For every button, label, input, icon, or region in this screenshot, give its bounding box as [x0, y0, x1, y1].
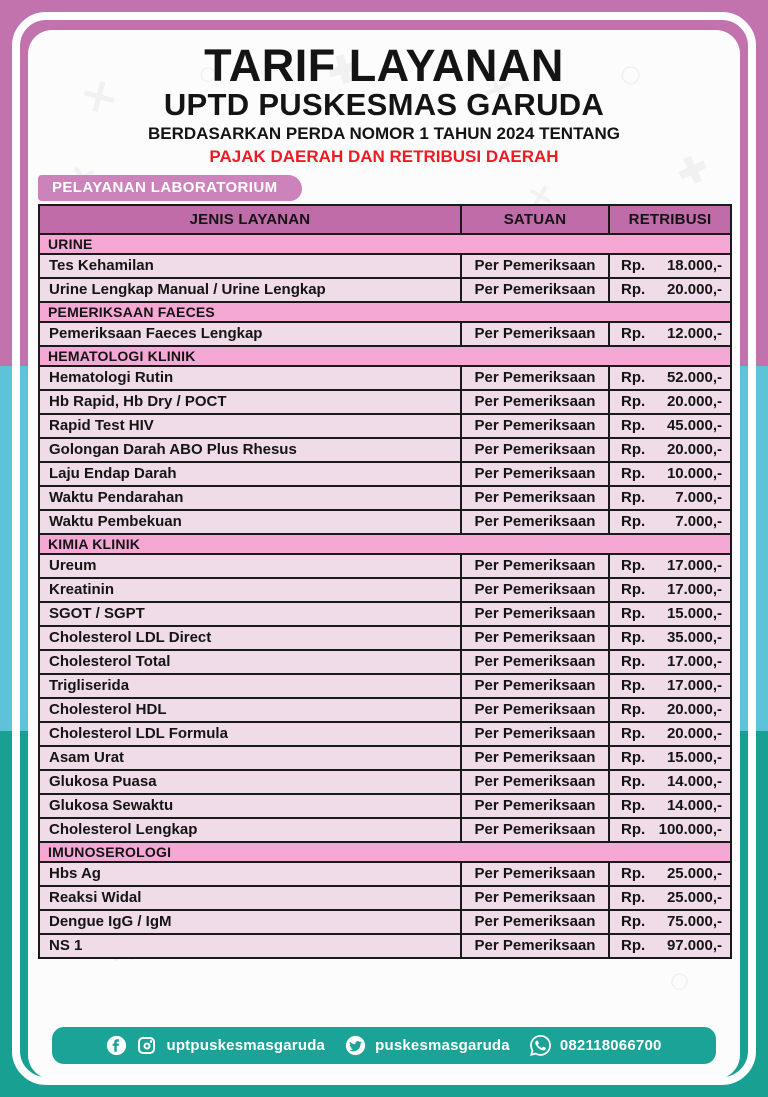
table-row: [39, 602, 731, 626]
unit-value: Per Pemeriksaan: [461, 486, 609, 510]
price-cell: [609, 554, 731, 578]
unit-value: Per Pemeriksaan: [461, 438, 609, 462]
unit-value: Per Pemeriksaan: [461, 934, 609, 958]
section-title: HEMATOLOGI KLINIK: [39, 346, 731, 366]
service-name: Urine Lengkap Manual / Urine Lengkap: [39, 278, 461, 302]
price-cell: [609, 626, 731, 650]
price-cell: [609, 602, 731, 626]
price-cell: [609, 934, 731, 958]
table-row: [39, 322, 731, 346]
price-cell: [609, 462, 731, 486]
currency-prefix: Rp.: [621, 417, 646, 435]
price-value: 14.000,-: [666, 797, 722, 815]
table-row: [39, 510, 731, 534]
unit-value: Per Pemeriksaan: [461, 722, 609, 746]
price-value: 100.000,-: [658, 821, 722, 839]
section-row: [39, 842, 731, 862]
currency-prefix: Rp.: [621, 369, 646, 387]
section-badge: PELAYANAN LABORATORIUM: [38, 175, 302, 201]
price-cell: [609, 510, 731, 534]
price-cell: [609, 794, 731, 818]
unit-value: Per Pemeriksaan: [461, 510, 609, 534]
price-cell: [609, 770, 731, 794]
unit-value: Per Pemeriksaan: [461, 862, 609, 886]
table-row: [39, 674, 731, 698]
currency-prefix: Rp.: [621, 581, 646, 599]
currency-prefix: Rp.: [621, 653, 646, 671]
service-name: Cholesterol Total: [39, 650, 461, 674]
currency-prefix: Rp.: [621, 749, 646, 767]
legal-basis-line: BERDASARKAN PERDA NOMOR 1 TAHUN 2024 TENTANG: [148, 124, 620, 144]
unit-value: Per Pemeriksaan: [461, 278, 609, 302]
service-name: Reaksi Widal: [39, 886, 461, 910]
service-name: Waktu Pembekuan: [39, 510, 461, 534]
table-row: [39, 438, 731, 462]
service-name: SGOT / SGPT: [39, 602, 461, 626]
price-cell: [609, 722, 731, 746]
table-row: [39, 486, 731, 510]
pattern-glyph: [659, 957, 700, 1006]
unit-value: Per Pemeriksaan: [461, 886, 609, 910]
currency-prefix: Rp.: [621, 257, 646, 275]
price-value: 7.000,-: [675, 489, 722, 507]
service-name: Kreatinin: [39, 578, 461, 602]
section-title: URINE: [39, 234, 731, 254]
section-row: [39, 534, 731, 554]
currency-prefix: Rp.: [621, 605, 646, 623]
unit-value: Per Pemeriksaan: [461, 602, 609, 626]
twitter-handle: puskesmasgaruda: [375, 1037, 510, 1054]
price-value: 20.000,-: [666, 725, 722, 743]
service-name: Cholesterol Lengkap: [39, 818, 461, 842]
unit-value: Per Pemeriksaan: [461, 366, 609, 390]
currency-prefix: Rp.: [621, 325, 646, 343]
service-name: Hematologi Rutin: [39, 366, 461, 390]
whatsapp-icon: [530, 1035, 551, 1056]
table-row: [39, 698, 731, 722]
currency-prefix: Rp.: [621, 281, 646, 299]
service-name: Glukosa Puasa: [39, 770, 461, 794]
price-value: 35.000,-: [666, 629, 722, 647]
unit-value: Per Pemeriksaan: [461, 626, 609, 650]
price-value: 17.000,-: [666, 653, 722, 671]
unit-value: Per Pemeriksaan: [461, 818, 609, 842]
column-header-satuan: SATUAN: [461, 205, 609, 234]
currency-prefix: Rp.: [621, 821, 646, 839]
price-value: 17.000,-: [666, 677, 722, 695]
price-cell: [609, 438, 731, 462]
price-cell: [609, 698, 731, 722]
unit-value: Per Pemeriksaan: [461, 650, 609, 674]
currency-prefix: Rp.: [621, 889, 646, 907]
twitter-icon: [345, 1035, 366, 1056]
currency-prefix: Rp.: [621, 937, 646, 955]
price-value: 20.000,-: [666, 441, 722, 459]
unit-value: Per Pemeriksaan: [461, 462, 609, 486]
unit-value: Per Pemeriksaan: [461, 910, 609, 934]
price-cell: [609, 322, 731, 346]
price-cell: [609, 674, 731, 698]
column-header-retribusi: RETRIBUSI: [609, 205, 731, 234]
unit-value: Per Pemeriksaan: [461, 770, 609, 794]
price-cell: [609, 278, 731, 302]
service-name: Rapid Test HIV: [39, 414, 461, 438]
unit-value: Per Pemeriksaan: [461, 414, 609, 438]
section-row: [39, 234, 731, 254]
table-row: [39, 366, 731, 390]
unit-value: Per Pemeriksaan: [461, 674, 609, 698]
price-cell: [609, 254, 731, 278]
service-name: Asam Urat: [39, 746, 461, 770]
currency-prefix: Rp.: [621, 441, 646, 459]
currency-prefix: Rp.: [621, 773, 646, 791]
organization-name: UPTD PUSKESMAS GARUDA: [163, 87, 605, 122]
currency-prefix: Rp.: [621, 677, 646, 695]
service-name: Tes Kehamilan: [39, 254, 461, 278]
table-row: [39, 910, 731, 934]
table-row: [39, 650, 731, 674]
price-value: 25.000,-: [666, 865, 722, 883]
currency-prefix: Rp.: [621, 393, 646, 411]
table-row: [39, 722, 731, 746]
service-name: Cholesterol HDL: [39, 698, 461, 722]
poster-card: [28, 30, 740, 1079]
table-row: [39, 390, 731, 414]
table-row: [39, 886, 731, 910]
section-row: [39, 302, 731, 322]
price-value: 17.000,-: [666, 581, 722, 599]
price-value: 7.000,-: [675, 513, 722, 531]
unit-value: Per Pemeriksaan: [461, 254, 609, 278]
price-value: 15.000,-: [666, 605, 722, 623]
price-value: 75.000,-: [666, 913, 722, 931]
table-row: [39, 818, 731, 842]
table-row: [39, 554, 731, 578]
price-value: 15.000,-: [666, 749, 722, 767]
table-row: [39, 626, 731, 650]
price-cell: [609, 390, 731, 414]
service-name: Hbs Ag: [39, 862, 461, 886]
whatsapp-number: 082118066700: [559, 1037, 662, 1054]
service-name: Dengue IgG / IgM: [39, 910, 461, 934]
currency-prefix: Rp.: [621, 865, 646, 883]
price-value: 10.000,-: [666, 465, 722, 483]
service-name: Cholesterol LDL Formula: [39, 722, 461, 746]
price-value: 20.000,-: [666, 701, 722, 719]
page-title: TARIF LAYANAN: [204, 40, 564, 91]
facebook-icon: [106, 1035, 127, 1056]
service-name: Laju Endap Darah: [39, 462, 461, 486]
price-value: 52.000,-: [666, 369, 722, 387]
service-name: Cholesterol LDL Direct: [39, 626, 461, 650]
instagram-icon: [136, 1035, 157, 1056]
price-value: 20.000,-: [666, 281, 722, 299]
table-header-row: [39, 205, 731, 234]
price-cell: [609, 862, 731, 886]
price-value: 17.000,-: [666, 557, 722, 575]
unit-value: Per Pemeriksaan: [461, 554, 609, 578]
service-name: Trigliserida: [39, 674, 461, 698]
table-row: [39, 414, 731, 438]
section-title: IMUNOSEROLOGI: [39, 842, 731, 862]
price-value: 45.000,-: [666, 417, 722, 435]
price-cell: [609, 366, 731, 390]
unit-value: Per Pemeriksaan: [461, 794, 609, 818]
unit-value: Per Pemeriksaan: [461, 390, 609, 414]
section-title: KIMIA KLINIK: [39, 534, 731, 554]
service-name: Pemeriksaan Faeces Lengkap: [39, 322, 461, 346]
service-name: Hb Rapid, Hb Dry / POCT: [39, 390, 461, 414]
table-row: [39, 462, 731, 486]
table-row: [39, 934, 731, 958]
service-name: Ureum: [39, 554, 461, 578]
price-value: 12.000,-: [666, 325, 722, 343]
table-row: [39, 862, 731, 886]
price-value: 20.000,-: [666, 393, 722, 411]
footer-bar: [52, 1027, 716, 1064]
price-value: 25.000,-: [666, 889, 722, 907]
tariff-table: [38, 204, 732, 959]
unit-value: Per Pemeriksaan: [461, 322, 609, 346]
table-row: [39, 794, 731, 818]
currency-prefix: Rp.: [621, 557, 646, 575]
tariff-table-body: [39, 234, 731, 958]
currency-prefix: Rp.: [621, 913, 646, 931]
currency-prefix: Rp.: [621, 513, 646, 531]
price-value: 14.000,-: [666, 773, 722, 791]
table-row: [39, 770, 731, 794]
price-value: 18.000,-: [666, 257, 722, 275]
unit-value: Per Pemeriksaan: [461, 698, 609, 722]
service-name: NS 1: [39, 934, 461, 958]
unit-value: Per Pemeriksaan: [461, 578, 609, 602]
table-row: [39, 278, 731, 302]
legal-basis-subject: PAJAK DAERAH DAN RETRIBUSI DAERAH: [209, 146, 559, 166]
column-header-jenis-layanan: JENIS LAYANAN: [39, 205, 461, 234]
section-title: PEMERIKSAAN FAECES: [39, 302, 731, 322]
price-cell: [609, 818, 731, 842]
currency-prefix: Rp.: [621, 725, 646, 743]
price-cell: [609, 414, 731, 438]
table-row: [39, 746, 731, 770]
currency-prefix: Rp.: [621, 465, 646, 483]
price-cell: [609, 486, 731, 510]
price-value: 97.000,-: [666, 937, 722, 955]
facebook-instagram-handle: uptpuskesmasgaruda: [166, 1037, 326, 1054]
price-cell: [609, 746, 731, 770]
currency-prefix: Rp.: [621, 489, 646, 507]
price-cell: [609, 886, 731, 910]
currency-prefix: Rp.: [621, 629, 646, 647]
currency-prefix: Rp.: [621, 701, 646, 719]
page-header: [28, 30, 740, 166]
price-cell: [609, 578, 731, 602]
service-name: Golongan Darah ABO Plus Rhesus: [39, 438, 461, 462]
price-cell: [609, 650, 731, 674]
table-row: [39, 578, 731, 602]
table-row: [39, 254, 731, 278]
section-row: [39, 346, 731, 366]
service-name: Waktu Pendarahan: [39, 486, 461, 510]
price-cell: [609, 910, 731, 934]
currency-prefix: Rp.: [621, 797, 646, 815]
unit-value: Per Pemeriksaan: [461, 746, 609, 770]
service-name: Glukosa Sewaktu: [39, 794, 461, 818]
